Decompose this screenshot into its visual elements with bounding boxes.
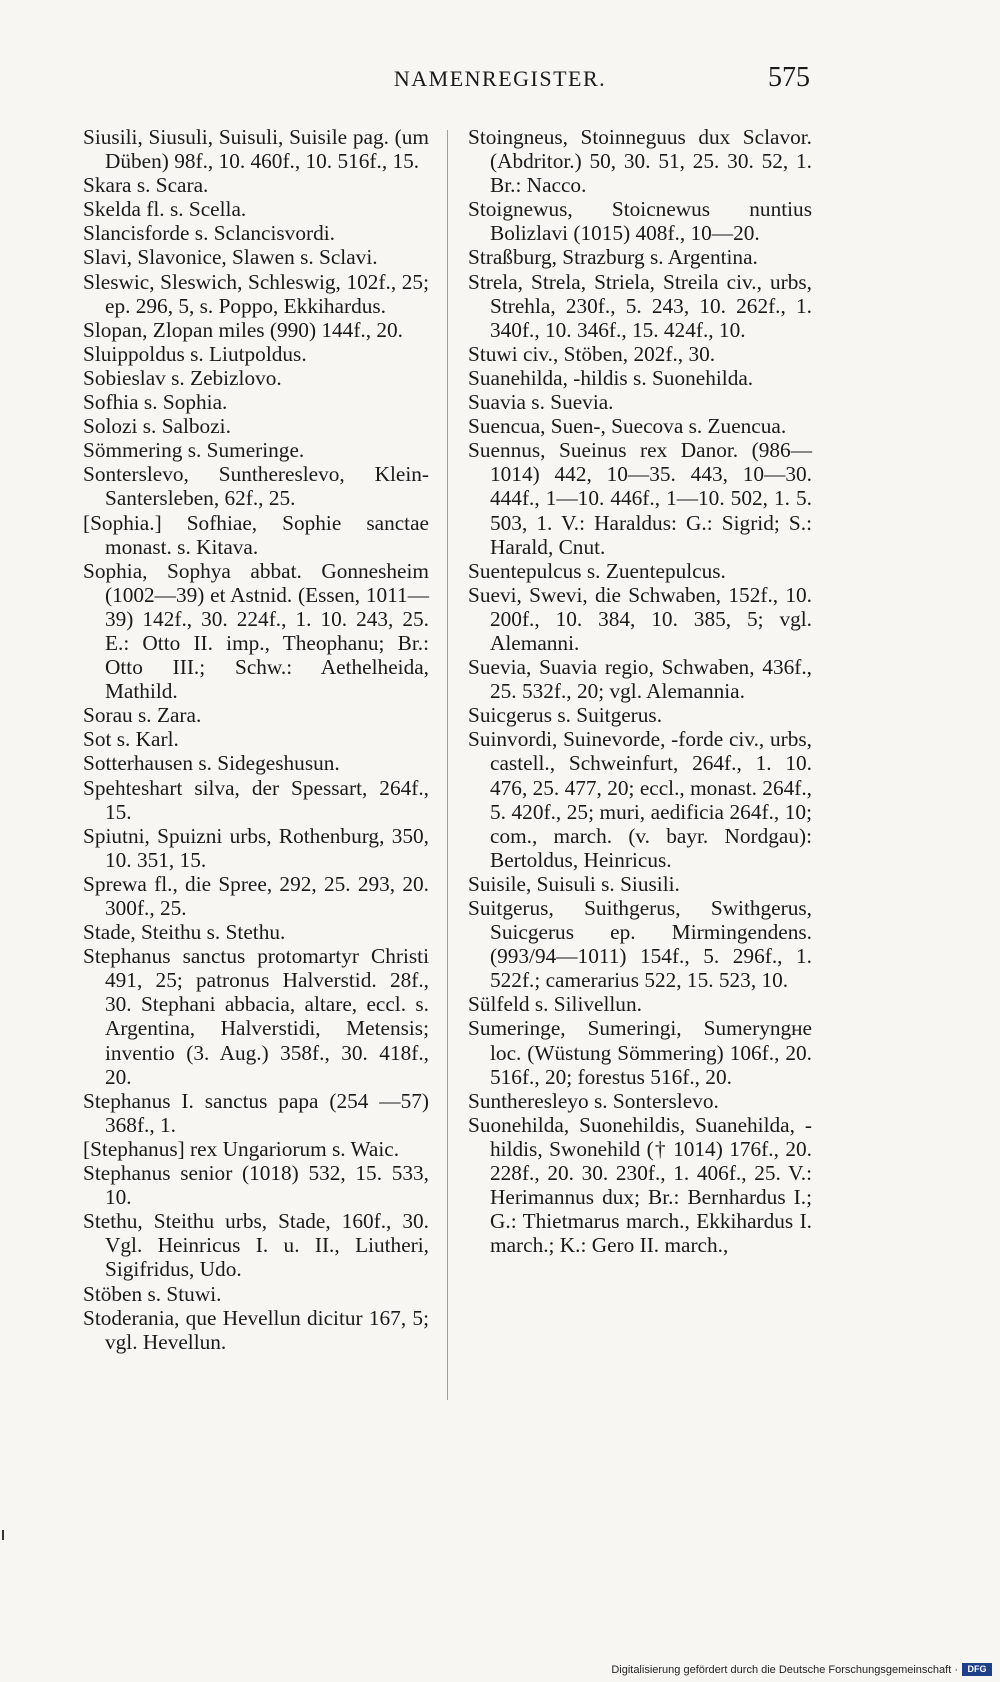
index-entry: Solozi s. Salbozi. <box>83 414 231 439</box>
index-entry: Strela, Strela, Striela, Streila civ., urbs, Strehla, 230f., 5. 243, 10. 262f., 1. 340f., 10. 346f., 15. 424f., 10. <box>468 269 812 342</box>
index-entry: Sonterslevo, Suntherеslevo, Klein-Santersleben, 62f., 25. <box>83 462 429 511</box>
dfg-logo-icon: DFG <box>962 1663 992 1676</box>
index-entry: Stephanus I. sanctus papa (254 —57) 368f., 1. <box>83 1088 429 1137</box>
index-entry: Stöben s. Stuwi. <box>83 1281 222 1306</box>
page-header <box>0 62 1000 102</box>
index-entry: Suencua, Suen-, Suecova s. Zuencua. <box>468 414 787 439</box>
index-entry: Slavi, Slavonice, Slawen s. Sclavi. <box>83 245 378 270</box>
index-entry: Stuwi civ., Stöben, 202f., 30. <box>468 341 716 366</box>
index-entry: Siusili, Siusuli, Suisuli, Suisile pag. (um Düben) 98f., 10. 460f., 10. 516f., 15. <box>83 125 429 174</box>
index-entry: Sprewa fl., die Spree, 292, 25. 293, 20. 300f., 25. <box>83 871 429 920</box>
index-entry: Sumeringe, Sumeringi, Sumeryngнe loc. (Wüstung Sömmering) 106f., 20. 516f., 20; forestus 516f., 20. <box>468 1016 812 1089</box>
index-entry: Slopan, Zlopan miles (990) 144f., 20. <box>83 317 404 342</box>
index-entry: Sorau s. Zara. <box>83 703 202 728</box>
index-entry: Stoingneus, Stoinneguus dux Sclavor. (Abdritor.) 50, 30. 51, 25. 30. 52, 1. Br.: Nacco. <box>468 125 812 198</box>
index-entry: Suisile, Suisuli s. Siusili. <box>468 871 680 896</box>
index-entry: Sömmering s. Sumeringe. <box>83 438 305 463</box>
index-entry: Suonehilda, Suonehildis, Suanehilda, -hildis, Swonehild († 1014) 176f., 20. 228f., 20. 30. 230f., 1. 406f., 25. V.: Herimannus dux; Br.: Bernhardus I.; G.: Thietmarus march., Ekkihardus I. march.; K.: Gero II. march., <box>468 1112 812 1258</box>
index-entry: Suicgerus s. Suitgerus. <box>468 703 663 728</box>
index-entry: Suennus, Sueinus rex Danor. (986—1014) 442, 10—35. 443, 10—30. 444f., 1—10. 446f., 1—10. 502, 1. 5. 503, 1. V.: Haraldus: G.: Sigrid; S.: Harald, Cnut. <box>468 438 812 559</box>
scan-edge-mark <box>2 1530 4 1540</box>
left-column <box>83 125 429 1354</box>
index-entry: Suanehilda, -hildis s. Suonehilda. <box>468 365 754 390</box>
index-entry: Skelda fl. s. Scella. <box>83 197 247 222</box>
page-number: 575 <box>768 62 810 93</box>
index-entry: [Sophia.] Sofhiae, Sophie sanctae monast. s. Kitava. <box>83 510 429 559</box>
index-entry: Suitgerus, Suithgerus, Swithgerus, Suicgerus ep. Mirmingendens. (993/94—1011) 154f., 5. 296f., 1. 522f.; camerarius 522, 15. 523, 10. <box>468 896 812 993</box>
index-entry: Sobieslav s. Zebizlovo. <box>83 365 282 390</box>
index-entry: Straßburg, Strazburg s. Argentina. <box>468 245 758 270</box>
index-entry: Sot s. Karl. <box>83 727 179 752</box>
index-entry: Stoignewus, Stoicnewus nuntius Bolizlavi (1015) 408f., 10—20. <box>468 197 812 246</box>
index-entry: Sleswic, Sleswich, Schleswig, 102f., 25; ep. 296, 5, s. Poppo, Ekkihardus. <box>83 269 429 318</box>
index-entry: Suentepulcus s. Zuentepulcus. <box>468 558 726 583</box>
index-entry: Slancisforde s. Sclancisvordi. <box>83 221 335 246</box>
index-entry: Stethu, Steithu urbs, Stade, 160f., 30. Vgl. Heinricus I. u. II., Liutheri, Sigifridus, Udo. <box>83 1209 429 1282</box>
index-entry: Stade, Steithu s. Stethu. <box>83 920 286 945</box>
index-entry: Sotterhausen s. Sidegeshusun. <box>83 751 340 776</box>
footer-text: Digitalisierung gefördert durch die Deutsche Forschungsgemeinschaft · <box>611 1663 958 1676</box>
index-entry: Suntheresleyo s. Sonterslevo. <box>468 1088 719 1113</box>
index-entry: Spehteshart silva, der Spessart, 264f., 15. <box>83 775 429 824</box>
index-entry: Stephanus sanctus protomartyr Christi 491, 25; patronus Halverstid. 28f., 30. Stephani abbacia, altare, eccl. s. Argentina, Halverstidi, Metensis; inventio (3. Aug.) 358f., 30. 418f., 20. <box>83 944 429 1089</box>
footer <box>611 1663 992 1676</box>
index-entry: Sülfeld s. Silivellun. <box>468 992 642 1017</box>
index-entry: Sofhia s. Sophia. <box>83 390 228 415</box>
index-entry: Stephanus senior (1018) 532, 15. 533, 10. <box>83 1161 429 1210</box>
index-entry: Spiutni, Spuizni urbs, Rothenburg, 350, 10. 351, 15. <box>83 823 429 872</box>
column-divider <box>447 130 448 1400</box>
index-entry: Suevi, Swevi, die Schwaben, 152f., 10. 200f., 10. 384, 10. 385, 5; vgl. Alemanni. <box>468 582 812 655</box>
index-entry: Stoderania, que Hevellun dicitur 167, 5; vgl. Hevellun. <box>83 1305 429 1354</box>
index-entry: Suevia, Suavia regio, Schwaben, 436f., 25. 532f., 20; vgl. Alemannia. <box>468 655 812 704</box>
index-entry: [Stephanus] rex Ungariorum s. Waic. <box>83 1136 400 1161</box>
index-entry: Suavia s. Suevia. <box>468 390 614 415</box>
right-column <box>468 125 812 1257</box>
index-entry: Skara s. Scara. <box>83 173 209 198</box>
page-title: NAMENREGISTER. <box>393 66 607 91</box>
index-entry: Sophia, Sophya abbat. Gonnesheim (1002—39) et Astnid. (Essen, 1011—39) 142f., 30. 224f., 1. 10. 243, 25. E.: Otto II. imp., Theophanu; Br.: Otto III.; Schw.: Aethelheida, Mathild. <box>83 558 429 704</box>
index-entry: Sluippoldus s. Liutpoldus. <box>83 341 307 366</box>
index-entry: Suinvordi, Suinevorde, -forde civ., urbs, castell., Schweinfurt, 264f., 1. 10. 476, 25. 477, 20; eccl., monast. 264f., 5. 420f., 25; muri, aedificia 264f., 10; com., march. (v. bayr. Nordgau): Bertoldus, Heinricus. <box>468 727 812 872</box>
